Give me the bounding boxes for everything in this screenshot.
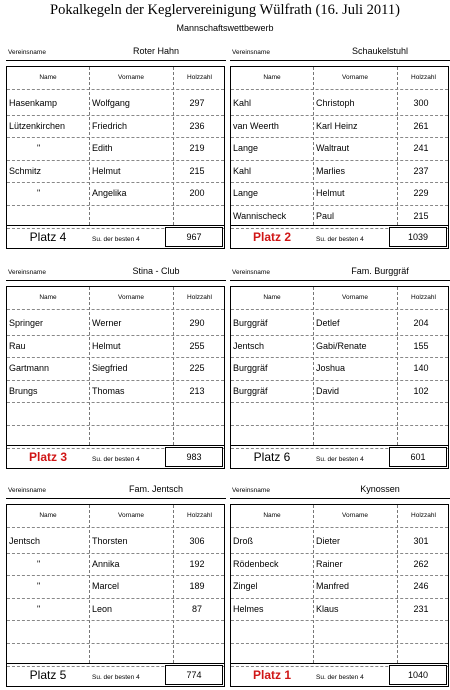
- row-rule: [231, 357, 448, 358]
- team-table: [6, 264, 226, 472]
- column-divider: [89, 67, 90, 225]
- vorname-column-header: Vorname: [341, 294, 369, 301]
- results-box: [230, 66, 449, 249]
- player-firstname: Leon: [92, 603, 113, 614]
- sum-label: Su. der besten 4: [316, 674, 364, 681]
- player-score: 215: [413, 211, 429, 221]
- name-column-header: Name: [39, 512, 57, 519]
- row-rule: [7, 553, 224, 554]
- vereinsname-label: Vereinsname: [8, 269, 46, 276]
- player-lastname: Burggräf: [233, 385, 268, 396]
- player-lastname: van Weerth: [233, 120, 279, 131]
- header-rule: [7, 89, 224, 90]
- player-score: 297: [189, 98, 205, 108]
- player-score: 215: [189, 165, 205, 176]
- sum-label: Su. der besten 4: [316, 456, 364, 463]
- player-lastname: Jentsch: [233, 340, 265, 351]
- club-name: Stina - Club: [132, 266, 180, 276]
- row-rule: [7, 380, 224, 381]
- name-column-header: Name: [39, 294, 57, 301]
- header-rule: [231, 89, 448, 90]
- header-rule: [7, 309, 224, 310]
- player-firstname: Siegfried: [92, 363, 128, 374]
- row-rule: [231, 575, 448, 576]
- player-lastname: Zingel: [233, 581, 258, 592]
- column-divider: [313, 505, 314, 663]
- holzzahl-column-header: Holzzahl: [187, 74, 212, 81]
- player-firstname: Klaus: [316, 603, 339, 614]
- sum-label: Su. der besten 4: [92, 674, 140, 681]
- document-title: Pokalkegeln der Keglervereinigung Wülfrath (16. Juli 2011): [50, 2, 400, 18]
- placement-label: Platz 5: [29, 668, 67, 682]
- row-rule: [7, 137, 224, 138]
- player-firstname: Angelika: [92, 188, 127, 199]
- player-lastname: Hasenkamp: [9, 98, 58, 108]
- player-score: 290: [189, 318, 205, 328]
- club-name: Roter Hahn: [132, 46, 180, 56]
- total-rule: [7, 225, 224, 226]
- row-rule: [7, 620, 224, 621]
- vereinsname-label: Vereinsname: [232, 269, 270, 276]
- player-score: 204: [413, 318, 429, 328]
- player-lastname: Kahl: [233, 98, 252, 108]
- player-score: 300: [413, 98, 429, 108]
- club-name: Fam. Burggräf: [351, 266, 409, 276]
- row-rule: [7, 335, 224, 336]
- player-firstname: Helmut: [92, 165, 121, 176]
- row-rule: [231, 205, 448, 206]
- row-rule: [231, 620, 448, 621]
- placement-label: Platz 3: [28, 450, 67, 464]
- player-lastname: Kahl: [233, 165, 252, 176]
- player-firstname: Dieter: [316, 536, 341, 546]
- total-rule: [7, 445, 224, 446]
- name-column-header: Name: [263, 512, 281, 519]
- player-firstname: Annika: [92, 558, 120, 569]
- player-firstname: Manfred: [316, 581, 350, 592]
- player-lastname: Lange: [233, 143, 259, 154]
- total-score: 967: [165, 227, 223, 247]
- column-divider: [397, 67, 398, 225]
- row-rule: [231, 380, 448, 381]
- player-lastname: ": [37, 603, 41, 614]
- player-firstname: Rainer: [316, 558, 343, 569]
- holzzahl-column-header: Holzzahl: [187, 512, 212, 519]
- player-lastname: Jentsch: [9, 536, 41, 546]
- total-score: 1039: [389, 227, 447, 247]
- column-divider: [173, 67, 174, 225]
- row-rule: [231, 160, 448, 161]
- total-score: 774: [165, 665, 223, 685]
- row-rule: [7, 402, 224, 403]
- player-lastname: Gartmann: [9, 363, 50, 374]
- player-firstname: Marlies: [316, 165, 346, 176]
- vereinsname-label: Vereinsname: [8, 49, 46, 56]
- team-table: [230, 482, 450, 690]
- team-header: [6, 264, 226, 281]
- results-box: [6, 504, 225, 687]
- column-divider: [173, 505, 174, 663]
- row-rule: [231, 643, 448, 644]
- player-score: 229: [413, 188, 429, 199]
- player-lastname: Droß: [233, 536, 253, 546]
- player-lastname: Rödenbeck: [233, 558, 279, 569]
- vereinsname-label: Vereinsname: [232, 49, 270, 56]
- name-column-header: Name: [39, 74, 57, 81]
- club-name: Schaukelstuhl: [351, 46, 409, 56]
- player-score: 301: [413, 536, 429, 546]
- player-score: 219: [189, 143, 205, 154]
- player-firstname: Marcel: [92, 581, 120, 592]
- total-score: 1040: [389, 665, 447, 685]
- row-rule: [7, 115, 224, 116]
- results-box: [6, 66, 225, 249]
- player-lastname: ": [37, 581, 41, 592]
- club-name: Fam. Jentsch: [128, 484, 184, 494]
- player-score: 87: [191, 603, 202, 614]
- row-rule: [7, 357, 224, 358]
- results-box: [6, 286, 225, 469]
- total-rule: [231, 225, 448, 226]
- row-rule: [7, 160, 224, 161]
- player-lastname: Schmitz: [9, 165, 42, 176]
- player-score: 231: [413, 603, 429, 614]
- team-table: [6, 482, 226, 690]
- placement-label: Platz 1: [252, 668, 291, 682]
- vorname-column-header: Vorname: [117, 294, 145, 301]
- player-firstname: David: [316, 385, 340, 396]
- document-subtitle: Mannschaftswettbewerb: [176, 23, 274, 33]
- column-divider: [173, 287, 174, 445]
- player-firstname: Helmut: [92, 340, 121, 351]
- player-firstname: Helmut: [316, 188, 345, 199]
- team-header: [230, 482, 450, 499]
- holzzahl-column-header: Holzzahl: [411, 294, 436, 301]
- holzzahl-column-header: Holzzahl: [411, 512, 436, 519]
- player-firstname: Friedrich: [92, 120, 128, 131]
- row-rule: [231, 335, 448, 336]
- player-firstname: Thorsten: [92, 536, 128, 546]
- team-header: [230, 264, 450, 281]
- placement-label: Platz 6: [253, 450, 291, 464]
- row-rule: [231, 553, 448, 554]
- player-score: 200: [189, 188, 205, 199]
- header-rule: [231, 527, 448, 528]
- row-rule: [7, 598, 224, 599]
- sum-label: Su. der besten 4: [92, 236, 140, 243]
- player-firstname: Detlef: [316, 318, 340, 328]
- holzzahl-column-header: Holzzahl: [411, 74, 436, 81]
- row-rule: [7, 205, 224, 206]
- player-lastname: Brungs: [9, 385, 38, 396]
- team-table: [230, 264, 450, 472]
- team-table: [6, 44, 226, 252]
- player-firstname: Gabi/Renate: [316, 340, 367, 351]
- player-firstname: Paul: [316, 211, 335, 221]
- player-score: 140: [413, 363, 429, 374]
- row-rule: [231, 182, 448, 183]
- placement-label: Platz 2: [252, 230, 291, 244]
- header-rule: [7, 527, 224, 528]
- player-firstname: Waltraut: [316, 143, 350, 154]
- vorname-column-header: Vorname: [117, 512, 145, 519]
- player-score: 246: [413, 581, 429, 592]
- team-header: [230, 44, 450, 61]
- header-rule: [231, 309, 448, 310]
- sum-label: Su. der besten 4: [316, 236, 364, 243]
- player-firstname: Joshua: [316, 363, 346, 374]
- column-divider: [397, 505, 398, 663]
- column-divider: [397, 287, 398, 445]
- player-lastname: ": [37, 188, 41, 199]
- player-score: 237: [413, 165, 429, 176]
- player-score: 306: [189, 536, 205, 546]
- player-score: 236: [189, 120, 205, 131]
- player-score: 262: [413, 558, 429, 569]
- team-table: [230, 44, 450, 252]
- column-divider: [89, 287, 90, 445]
- player-score: 192: [189, 558, 205, 569]
- player-score: 102: [413, 385, 429, 396]
- holzzahl-column-header: Holzzahl: [187, 294, 212, 301]
- column-divider: [313, 67, 314, 225]
- player-firstname: Werner: [92, 318, 122, 328]
- row-rule: [7, 182, 224, 183]
- player-lastname: Rau: [9, 340, 26, 351]
- total-rule: [7, 663, 224, 664]
- player-firstname: Karl Heinz: [316, 120, 358, 131]
- row-rule: [231, 402, 448, 403]
- total-score: 983: [165, 447, 223, 467]
- player-firstname: Christoph: [316, 98, 355, 108]
- player-score: 213: [189, 385, 205, 396]
- player-score: 255: [189, 340, 205, 351]
- total-rule: [231, 445, 448, 446]
- vorname-column-header: Vorname: [117, 74, 145, 81]
- row-rule: [231, 115, 448, 116]
- row-rule: [7, 425, 224, 426]
- player-lastname: Lange: [233, 188, 259, 199]
- player-score: 225: [189, 363, 205, 374]
- name-column-header: Name: [263, 74, 281, 81]
- name-column-header: Name: [263, 294, 281, 301]
- results-box: [230, 504, 449, 687]
- row-rule: [231, 425, 448, 426]
- placement-label: Platz 4: [29, 230, 67, 244]
- player-lastname: Burggräf: [233, 318, 268, 328]
- player-score: 261: [413, 120, 429, 131]
- row-rule: [7, 643, 224, 644]
- row-rule: [231, 137, 448, 138]
- player-lastname: ": [37, 558, 41, 569]
- player-score: 189: [189, 581, 205, 592]
- total-score: 601: [389, 447, 447, 467]
- player-lastname: Springer: [9, 318, 44, 328]
- total-rule: [231, 663, 448, 664]
- vereinsname-label: Vereinsname: [232, 487, 270, 494]
- column-divider: [313, 287, 314, 445]
- player-score: 155: [413, 340, 429, 351]
- vorname-column-header: Vorname: [341, 74, 369, 81]
- player-lastname: Burggräf: [233, 363, 268, 374]
- sum-label: Su. der besten 4: [92, 456, 140, 463]
- player-lastname: Helmes: [233, 603, 264, 614]
- team-header: [6, 482, 226, 499]
- player-firstname: Edith: [92, 143, 113, 154]
- club-name: Kynossen: [360, 484, 400, 494]
- column-divider: [89, 505, 90, 663]
- player-lastname: Wannischeck: [233, 211, 287, 221]
- results-box: [230, 286, 449, 469]
- player-firstname: Wolfgang: [92, 98, 130, 108]
- player-lastname: Lützenkirchen: [9, 120, 66, 131]
- team-header: [6, 44, 226, 61]
- player-firstname: Thomas: [92, 385, 125, 396]
- row-rule: [7, 575, 224, 576]
- row-rule: [231, 598, 448, 599]
- vereinsname-label: Vereinsname: [8, 487, 46, 494]
- player-score: 241: [413, 143, 429, 154]
- player-lastname: ": [37, 143, 41, 154]
- vorname-column-header: Vorname: [341, 512, 369, 519]
